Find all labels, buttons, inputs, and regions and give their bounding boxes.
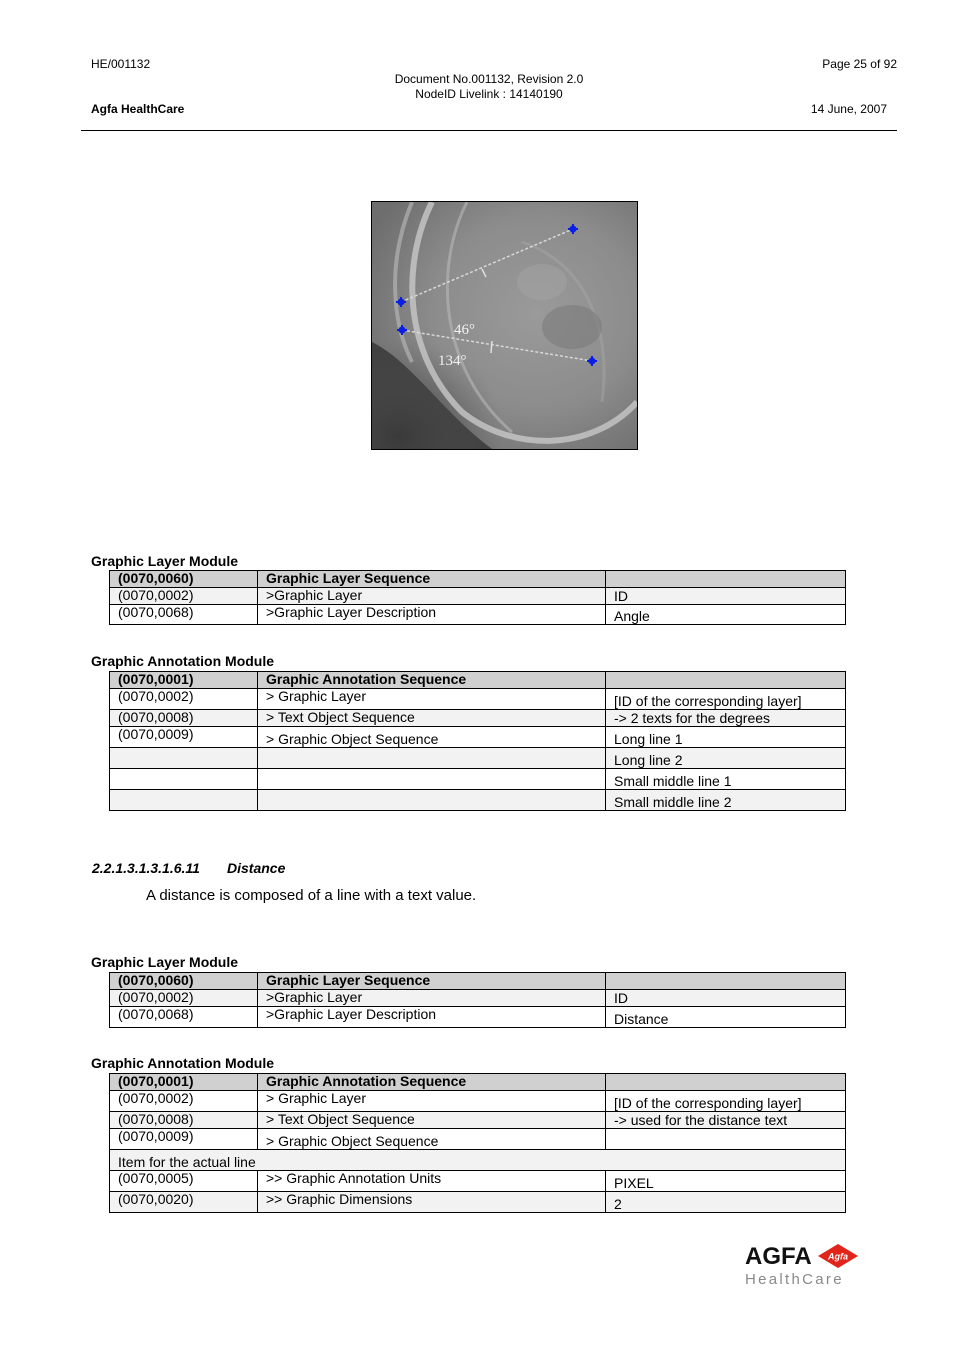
table-cell: (0070,0008) xyxy=(110,1112,258,1129)
table-cell xyxy=(606,672,846,689)
document-number: Document No.001132, Revision 2.0 xyxy=(394,72,584,86)
table-row xyxy=(110,990,846,1007)
table-cell: (0070,0001) xyxy=(110,672,258,689)
table-cell: ID xyxy=(606,990,846,1007)
logo-brand: AGFA xyxy=(745,1243,812,1270)
table-row xyxy=(110,748,846,769)
angle-layer-table xyxy=(109,570,846,625)
table-cell: Long line 1 xyxy=(606,727,846,748)
table-cell xyxy=(258,790,606,811)
table-cell: (0070,0009) xyxy=(110,1129,258,1150)
table-row xyxy=(110,571,846,588)
angle-label-134: 134° xyxy=(438,353,467,369)
distance-layer-table xyxy=(109,972,846,1028)
table-cell: -> 2 texts for the degrees xyxy=(606,710,846,727)
table-cell xyxy=(606,571,846,588)
table-cell xyxy=(258,748,606,769)
table-row xyxy=(110,1112,846,1129)
agfa-healthcare-logo xyxy=(745,1240,865,1290)
table-cell: Long line 2 xyxy=(606,748,846,769)
table-cell: (0070,0068) xyxy=(110,605,258,625)
table-cell: >> Graphic Dimensions xyxy=(258,1192,606,1213)
table-cell: (0070,0060) xyxy=(110,973,258,990)
header-date: 14 June, 2007 xyxy=(810,102,887,116)
table-row xyxy=(110,769,846,790)
table-cell: Distance xyxy=(606,1007,846,1028)
table-cell xyxy=(606,1074,846,1091)
table-row xyxy=(110,790,846,811)
table-row xyxy=(110,710,846,727)
item-row-label: Item for the actual line xyxy=(110,1150,846,1171)
logo-sub: HealthCare xyxy=(745,1271,844,1288)
table-cell: (0070,0002) xyxy=(110,689,258,710)
distance-annotation-title: Graphic Annotation Module xyxy=(91,1055,275,1071)
table-cell xyxy=(110,769,258,790)
section-title: Distance xyxy=(227,860,286,876)
table-cell: Graphic Annotation Sequence xyxy=(258,1074,606,1091)
table-cell: > Graphic Object Sequence xyxy=(258,727,606,748)
table-cell: Small middle line 2 xyxy=(606,790,846,811)
table-row xyxy=(110,1192,846,1213)
angle-measurement-image xyxy=(371,201,638,450)
table-cell: >Graphic Layer xyxy=(258,588,606,605)
table-cell: Graphic Annotation Sequence xyxy=(258,672,606,689)
table-cell: >> Graphic Annotation Units xyxy=(258,1171,606,1192)
table-cell: (0070,0001) xyxy=(110,1074,258,1091)
page-number: Page 25 of 92 xyxy=(822,57,897,71)
table-row xyxy=(110,1074,846,1091)
table-cell xyxy=(258,769,606,790)
logo-mark: Agfa xyxy=(828,1251,848,1262)
table-cell xyxy=(110,790,258,811)
table-cell: ID xyxy=(606,588,846,605)
table-cell: Graphic Layer Sequence xyxy=(258,973,606,990)
doc-id: HE/001132 xyxy=(91,57,151,71)
table-cell: (0070,0002) xyxy=(110,990,258,1007)
table-cell: Small middle line 1 xyxy=(606,769,846,790)
table-row xyxy=(110,588,846,605)
table-cell: (0070,0005) xyxy=(110,1171,258,1192)
table-cell: >Graphic Layer xyxy=(258,990,606,1007)
table-cell: > Text Object Sequence xyxy=(258,1112,606,1129)
table-cell: >Graphic Layer Description xyxy=(258,1007,606,1028)
table-row xyxy=(110,973,846,990)
table-cell: [ID of the corresponding layer] xyxy=(606,689,846,710)
section-paragraph: A distance is composed of a line with a text value. xyxy=(146,887,477,904)
table-cell: >Graphic Layer Description xyxy=(258,605,606,625)
table-cell: (0070,0020) xyxy=(110,1192,258,1213)
table-row xyxy=(110,1171,846,1192)
table-cell: Graphic Layer Sequence xyxy=(258,571,606,588)
angle-annotation-table xyxy=(109,671,846,811)
table-row xyxy=(110,1007,846,1028)
table-row xyxy=(110,1129,846,1150)
table-cell: > Graphic Layer xyxy=(258,689,606,710)
distance-layer-title: Graphic Layer Module xyxy=(91,954,239,970)
table-row xyxy=(110,605,846,625)
table-cell: (0070,0002) xyxy=(110,588,258,605)
table-cell: -> used for the distance text xyxy=(606,1112,846,1129)
table-cell: (0070,0008) xyxy=(110,710,258,727)
angle-layer-title: Graphic Layer Module xyxy=(91,553,239,569)
table-row xyxy=(110,1091,846,1112)
table-cell: PIXEL xyxy=(606,1171,846,1192)
table-cell: (0070,0009) xyxy=(110,727,258,748)
table-cell xyxy=(110,748,258,769)
table-cell xyxy=(606,973,846,990)
angle-label-46: 46° xyxy=(454,322,475,338)
table-cell: 2 xyxy=(606,1192,846,1213)
header-rule xyxy=(81,130,897,131)
node-id: NodeID Livelink : 14140190 xyxy=(415,87,563,101)
section-number: 2.2.1.3.1.3.1.6.11 xyxy=(92,860,200,876)
table-cell: [ID of the corresponding layer] xyxy=(606,1091,846,1112)
table-row xyxy=(110,672,846,689)
section-heading xyxy=(92,860,285,876)
table-row xyxy=(110,689,846,710)
table-row xyxy=(110,727,846,748)
table-cell: (0070,0068) xyxy=(110,1007,258,1028)
table-cell: > Graphic Object Sequence xyxy=(258,1129,606,1150)
table-cell xyxy=(606,1129,846,1150)
table-cell: Angle xyxy=(606,605,846,625)
table-row xyxy=(110,1150,846,1171)
table-cell: (0070,0002) xyxy=(110,1091,258,1112)
company-name: Agfa HealthCare xyxy=(91,102,185,116)
angle-annotation-title: Graphic Annotation Module xyxy=(91,653,275,669)
table-cell: > Graphic Layer xyxy=(258,1091,606,1112)
distance-annotation-table xyxy=(109,1073,846,1213)
table-cell: > Text Object Sequence xyxy=(258,710,606,727)
table-cell: (0070,0060) xyxy=(110,571,258,588)
